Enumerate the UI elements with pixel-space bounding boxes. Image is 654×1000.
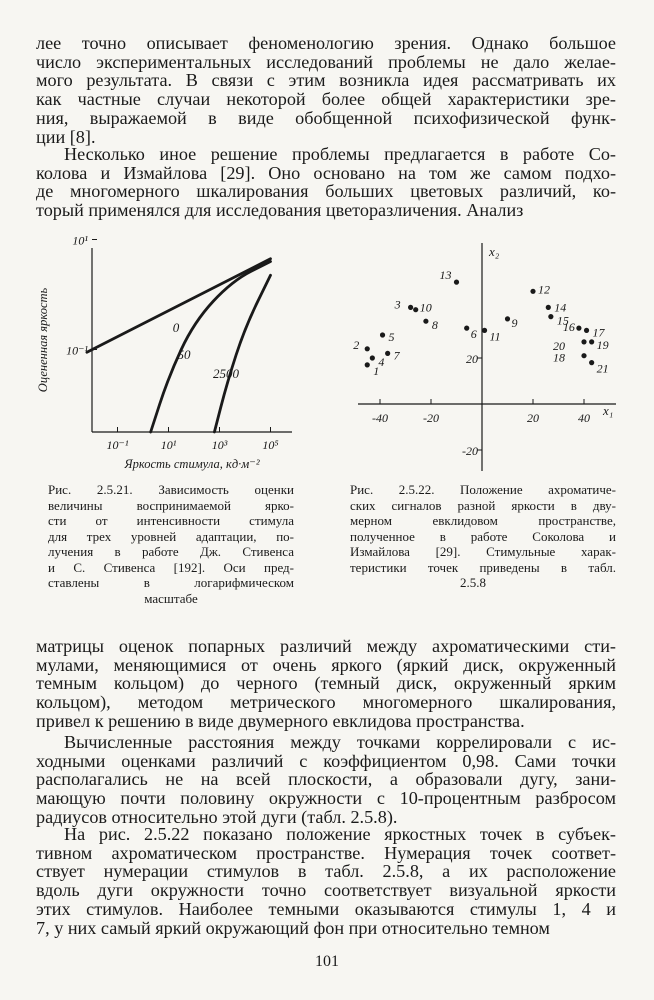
curve-2500 xyxy=(214,275,270,432)
text-line: этих стимулов. Наиболее темными оказываются стимулы 1, 4 и xyxy=(36,898,616,919)
y-axis-label: x₂ xyxy=(489,244,500,259)
data-label-1: 1 xyxy=(373,363,380,378)
text-line: ходными оценками различий с коэффициентом 0,98. Сами точки xyxy=(36,750,616,771)
x-tick-label: 10⁻¹ xyxy=(106,438,129,452)
text-line: мающую почти половину окружности с 10-процентным разбросом xyxy=(36,788,616,809)
text-line: матрицы оценок попарных различий между ахроматическими сти- xyxy=(36,636,616,656)
data-point-7 xyxy=(385,351,390,356)
data-point-15 xyxy=(548,314,553,319)
figure-2-5-21 xyxy=(30,233,330,471)
text-line: 7, у них самый яркий окружающий фон при относительно темном xyxy=(36,917,550,938)
data-label-10: 10 xyxy=(419,300,432,315)
data-point-2 xyxy=(365,346,370,351)
text-line: ции [8]. xyxy=(36,126,96,147)
text-line: ских сигналов разной яркости в дву- xyxy=(350,497,616,513)
data-label-20: 20 xyxy=(553,338,565,353)
data-label-18: 18 xyxy=(553,350,565,365)
text-line: лее точно описывает феноменологию зрения. Однако большое xyxy=(36,33,616,53)
y-tick-label: -20 xyxy=(462,444,478,458)
curve-label-0: 0 xyxy=(172,320,180,335)
x-tick-label: 20 xyxy=(527,411,539,425)
data-point-14 xyxy=(546,305,551,310)
x-tick-label: -40 xyxy=(372,411,388,425)
text-line: и С. Стивенса [192]. Оси пред- xyxy=(48,559,294,575)
text-line: колова и Измайлова [29]. Оно основано на том же самом подхо- xyxy=(36,162,616,183)
y-tick-label: 10¹ xyxy=(72,233,88,248)
text-line: ставлены в логарифмическом xyxy=(48,575,294,590)
x-tick-label: -20 xyxy=(423,411,439,425)
text-line: теристики точек приведены в табл. xyxy=(350,559,616,575)
data-point-5 xyxy=(380,332,385,337)
data-point-11 xyxy=(482,328,487,333)
data-label-16: 16 xyxy=(562,320,575,335)
text-line: На рис. 2.5.22 показано положение яркостных точек в субъек- xyxy=(64,824,616,844)
data-label-4: 4 xyxy=(378,355,385,369)
curve-label-2500: 2500 xyxy=(213,366,239,381)
data-point-13 xyxy=(454,280,459,285)
text-line: вдоль дуги окружности точно соответствует визуальной яркости xyxy=(36,880,616,901)
text-line: мулами, меняющимися от очень яркого (яркий диск, окруженный xyxy=(36,654,616,675)
paragraph-1 xyxy=(36,34,616,146)
text-line: ния, выражаемой в виде обобщенной психофизической функ- xyxy=(36,107,616,128)
text-line: мого результата. В связи с этим возникла идея рассматривать их xyxy=(36,70,616,91)
paragraph-3 xyxy=(36,637,616,731)
text-line: радиусов относительно этой дуги (табл. 2.5.8). xyxy=(36,806,398,827)
data-point-21 xyxy=(589,360,594,365)
y-axis-label: Оцененная яркость xyxy=(36,287,50,393)
text-line: полученное в работе Соколова и xyxy=(350,528,616,544)
text-line: де многомерного шкалирования больших цветовых различий, ко- xyxy=(36,181,616,202)
text-line: Рис. 2.5.22. Положение ахроматиче- xyxy=(350,482,616,497)
x-axis-label: Яркость стимула, кд·м⁻² xyxy=(124,457,260,471)
data-label-14: 14 xyxy=(554,300,567,315)
data-point-12 xyxy=(530,289,535,294)
text-line: число экспериментальных исследований проблемы не дало желае- xyxy=(36,51,616,72)
y-tick-label: 20 xyxy=(466,352,478,366)
x-axis-label: x₁ xyxy=(603,403,614,418)
text-line: масштабе xyxy=(144,590,198,606)
data-point-18 xyxy=(581,353,586,358)
text-line: темным кольцом) до черного (темный диск, окруженный ярким xyxy=(36,673,616,694)
text-line: Несколько иное решение проблемы предлагается в работе Со- xyxy=(64,144,616,164)
y-tick-label: 10⁻¹ xyxy=(66,343,88,358)
data-label-5: 5 xyxy=(388,330,395,344)
data-point-17 xyxy=(584,328,589,333)
data-point-9 xyxy=(505,316,510,321)
data-label-7: 7 xyxy=(393,348,400,363)
x-tick-label: 10¹ xyxy=(160,438,177,452)
text-line: ствует нумерации стимулов в табл. 2.5.8, а их расположение xyxy=(36,861,616,882)
paragraph-2 xyxy=(36,145,616,220)
data-label-15: 15 xyxy=(556,313,569,328)
text-line: величины воспринимаемой ярко- xyxy=(48,497,294,513)
text-line: кольцом), методом метрического многомерного шкалирования, xyxy=(36,692,616,713)
data-point-3 xyxy=(408,305,413,310)
paragraph-4 xyxy=(36,733,616,827)
data-point-16 xyxy=(576,326,581,331)
page-number: 101 xyxy=(315,953,339,970)
data-label-12: 12 xyxy=(538,282,550,297)
figure-caption-2-5-21 xyxy=(48,482,294,606)
data-point-10 xyxy=(413,307,418,312)
data-point-1 xyxy=(365,362,370,367)
paragraph-5 xyxy=(36,825,616,937)
data-point-19 xyxy=(589,339,594,344)
data-label-8: 8 xyxy=(431,318,438,333)
data-label-13: 13 xyxy=(439,268,452,283)
figure-caption-2-5-22 xyxy=(350,482,616,591)
data-point-4 xyxy=(370,355,375,360)
data-point-6 xyxy=(464,326,469,331)
x-tick-label: 10⁵ xyxy=(262,438,279,452)
text-line: как частные случаи некоторой более общей характеристики зре- xyxy=(36,89,616,110)
text-line: Вычисленные расстояния между точками коррелировали с ис- xyxy=(64,732,616,752)
text-line: располагались не на всей плоскости, а образовали дугу, зани- xyxy=(36,769,616,790)
data-label-6: 6 xyxy=(470,327,477,342)
text-line: для трех уровней адаптации, по- xyxy=(48,528,294,544)
data-point-20 xyxy=(581,339,586,344)
data-label-11: 11 xyxy=(489,329,501,344)
text-line: сти от интенсивности стимула xyxy=(48,513,294,528)
curve-50 xyxy=(151,262,271,433)
data-point-8 xyxy=(423,319,428,324)
text-line: привел к решению в виде двумерного евклидова пространства. xyxy=(36,710,525,731)
x-tick-label: 40 xyxy=(578,411,590,425)
text-line: 2.5.8 xyxy=(460,575,486,590)
data-label-19: 19 xyxy=(596,337,609,352)
x-tick-label: 10³ xyxy=(211,438,228,452)
data-label-17: 17 xyxy=(592,325,605,340)
data-label-3: 3 xyxy=(394,297,401,312)
data-label-9: 9 xyxy=(511,315,518,330)
text-line: Измайлова [29]. Стимульные харак- xyxy=(350,544,616,559)
data-label-21: 21 xyxy=(596,361,609,376)
data-label-2: 2 xyxy=(353,337,360,352)
text-line: тивном ахроматическом пространстве. Нумерация точек соответ- xyxy=(36,842,616,863)
figure-2-5-22 xyxy=(330,235,630,475)
curve-label-50: 50 xyxy=(177,347,191,362)
text-line: торый применялся для исследования цветоразличения. Анализ xyxy=(36,200,524,221)
text-line: мерном евклидовом пространстве, xyxy=(350,513,616,528)
text-line: Рис. 2.5.21. Зависимость оценки xyxy=(48,482,294,497)
text-line: лучения в работе Дж. Стивенса xyxy=(48,544,294,559)
